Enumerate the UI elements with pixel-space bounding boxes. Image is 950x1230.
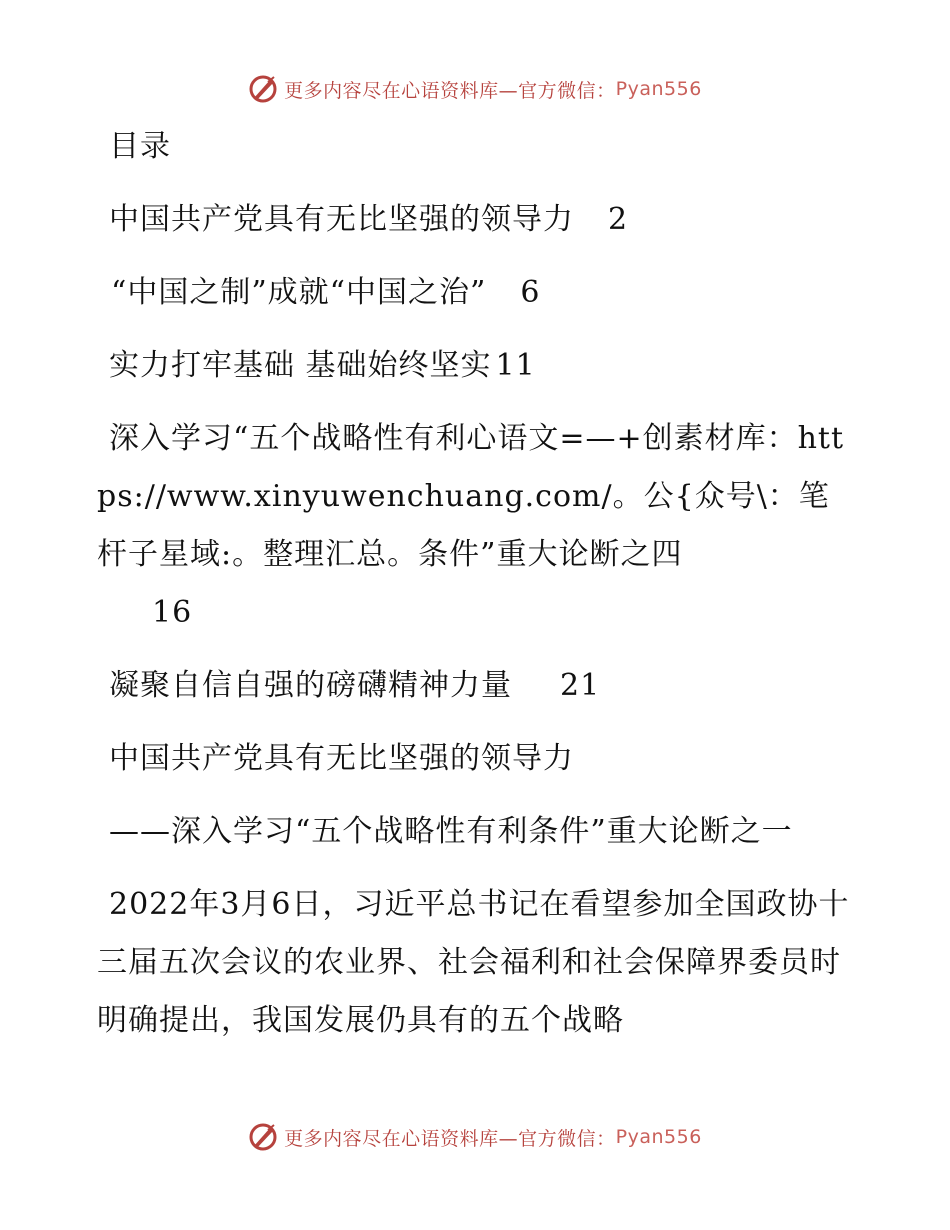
toc-entry-title: 凝聚自信自强的磅礴精神力量 (109, 668, 512, 703)
toc-entry-title: 实力打牢基础 基础始终坚实 (109, 348, 492, 383)
toc-entry-page: 21 (560, 668, 601, 703)
article-title: 中国共产党具有无比坚强的领导力 (109, 741, 574, 776)
document-body (97, 118, 857, 1050)
toc-entry[interactable] (97, 191, 857, 249)
toc-entry[interactable] (97, 410, 857, 642)
quill-pen-logo-icon (248, 1122, 278, 1152)
watermark-wechat-id: Pyan556 (615, 1126, 702, 1148)
toc-title: 目录 (109, 129, 171, 164)
toc-entry[interactable] (97, 264, 857, 322)
footer-watermark (0, 1122, 950, 1152)
toc-entry-title: 深入学习“五个战略性有利心语文=—+创素材库：https://www.xinyuwenchuang.com/。公{众号\：笔杆子星域:。整理汇总。条件”重大论断之四 (97, 421, 845, 572)
article-subtitle: ——深入学习“五个战略性有利条件”重大论断之一 (109, 814, 793, 849)
toc-entry-page: 11 (495, 348, 536, 383)
article-paragraph: 2022年3月6日，习近平总书记在看望参加全国政协十三届五次会议的农业界、社会福利和社会保障界委员时明确提出，我国发展仍具有的五个战略 (97, 887, 850, 1038)
toc-entry-page: 16 (152, 595, 193, 630)
watermark-text: 更多内容尽在心语资料库—官方微信： (284, 79, 616, 102)
toc-entry-page: 2 (608, 202, 629, 237)
toc-entry-page: 6 (520, 275, 541, 310)
toc-entry[interactable] (97, 657, 857, 715)
header-watermark (0, 74, 950, 104)
watermark-text: 更多内容尽在心语资料库—官方微信： (284, 1127, 616, 1150)
watermark-wechat-id: Pyan556 (615, 78, 702, 100)
toc-entry-title: “中国之制”成就“中国之治” (111, 275, 487, 310)
quill-pen-logo-icon (248, 74, 278, 104)
toc-entry[interactable] (97, 337, 857, 395)
toc-entry-title: 中国共产党具有无比坚强的领导力 (109, 202, 574, 237)
